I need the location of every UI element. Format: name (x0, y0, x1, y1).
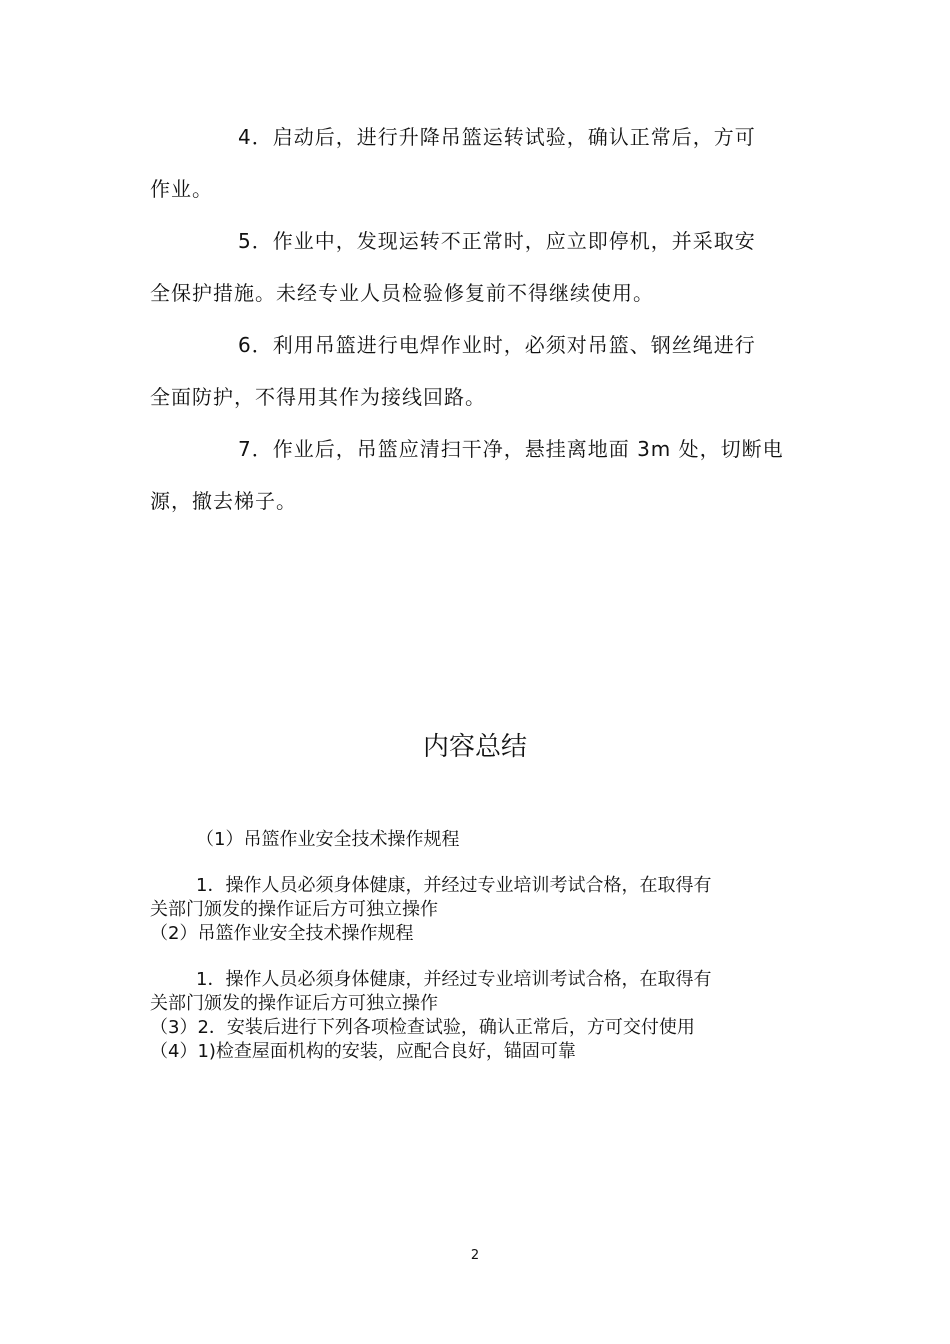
page-number: 2 (470, 1248, 480, 1263)
summary-item-3: （3）2．安装后进行下列各项检查试验，确认正常后，方可交付使用 (150, 1017, 695, 1038)
summary-item-1-line1: 1．操作人员必须身体健康，并经过专业培训考试合格，在取得有 (196, 875, 712, 896)
paragraph-4-line2: 作业。 (150, 177, 213, 201)
summary-item-2-line2: 关部门颁发的操作证后方可独立操作 (150, 993, 438, 1014)
paragraph-6-line1: 6．利用吊篮进行电焊作业时，必须对吊篮、钢丝绳进行 (238, 333, 756, 357)
paragraph-4-line1: 4．启动后，进行升降吊篮运转试验，确认正常后，方可 (238, 125, 756, 149)
paragraph-5-line2: 全保护措施。未经专业人员检验修复前不得继续使用。 (150, 281, 654, 305)
summary-title: 内容总结 (422, 732, 527, 762)
summary-item-1-line2: 关部门颁发的操作证后方可独立操作 (150, 899, 438, 920)
paragraph-6-line2: 全面防护，不得用其作为接线回路。 (150, 385, 486, 409)
paragraph-7-line2: 源，撤去梯子。 (150, 489, 297, 513)
paragraph-5-line1: 5．作业中，发现运转不正常时，应立即停机，并采取安 (238, 229, 756, 253)
summary-item-1-heading: （1）吊篮作业安全技术操作规程 (196, 829, 460, 850)
body-text (150, 124, 810, 514)
paragraph-7-line1: 7．作业后，吊篮应清扫干净，悬挂离地面 3m 处，切断电 (238, 437, 784, 461)
summary-item-4: （4）1)检查屋面机构的安装，应配合良好，锚固可靠 (150, 1041, 576, 1062)
summary-section (150, 828, 810, 1064)
summary-item-2-heading: （2）吊篮作业安全技术操作规程 (150, 923, 414, 944)
summary-item-2-line1: 1．操作人员必须身体健康，并经过专业培训考试合格，在取得有 (196, 969, 712, 990)
